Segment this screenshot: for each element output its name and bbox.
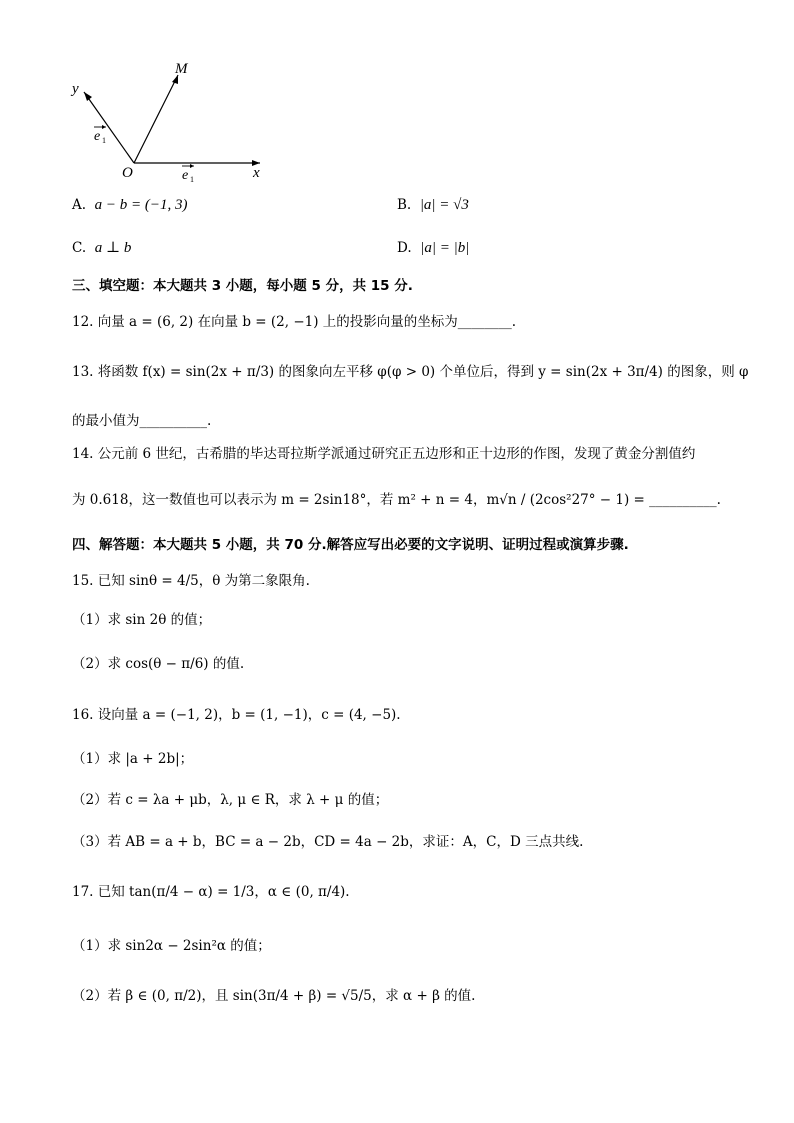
question-12: 12. 向量 a = (6, 2) 在向量 b = (2, −1) 上的投影向量的坐标为________. [72,314,517,330]
question-13-line-2: 的最小值为__________. [72,413,212,429]
question-17-part-1: （1）求 sin2α − 2sin²α 的值； [72,938,271,954]
unit-vector-e1-left [94,125,106,145]
section-3-heading: 三、填空题：本大题共 3 小题，每小题 5 分，共 15 分. [72,278,413,294]
section-4-heading: 四、解答题：本大题共 5 小题，共 70 分.解答应写出必要的文字说明、证明过程或演算步骤. [72,537,629,553]
question-15-stem: 15. 已知 sinθ = 4/5，θ 为第二象限角. [72,573,310,589]
question-16-stem: 16. 设向量 a = (−1, 2)，b = (1, −1)，c = (4, −5). [72,707,401,723]
axis-label-x: x [253,165,260,181]
svg-text:1: 1 [102,136,106,145]
origin-label-O: O [122,165,133,181]
choice-c: C. a ⊥ b [72,240,132,256]
question-17-stem: 17. 已知 tan(π/4 − α) = 1/3，α ∈ (0, π/4). [72,884,350,900]
vector-figure [60,55,280,185]
question-16-part-2: （2）若 c = λa + μb，λ, μ ∈ R，求 λ + μ 的值； [72,792,389,808]
svg-text:e: e [182,168,189,183]
axis-label-y: y [72,81,79,97]
question-15-part-1: （1）求 sin 2θ 的值； [72,612,212,628]
question-16-part-3: （3）若 AB = a + b，BC = a − 2b，CD = 4a − 2b，求证：A，C，D 三点共线. [72,834,584,850]
choice-d: D. |a| = |b| [397,240,470,256]
question-13-line-1: 13. 将函数 f(x) = sin(2x + π/3) 的图象向左平移 φ(φ > 0) 个单位后，得到 y = sin(2x + 3π/4) 的图象，则 φ [72,364,749,380]
choice-a: A. a − b = (−1, 3) [72,197,188,213]
svg-text:1: 1 [190,175,194,184]
question-17-part-2: （2）若 β ∈ (0, π/2)，且 sin(3π/4 + β) = √5/5，求 α + β 的值. [72,988,476,1004]
question-16-part-1: （1）求 |a + 2b|； [72,751,194,767]
question-14-line-1: 14. 公元前 6 世纪，古希腊的毕达哥拉斯学派通过研究正五边形和正十边形的作图，发现了黄金分割值约 [72,446,696,462]
svg-text:e: e [94,129,101,144]
unit-vector-e1-bottom [182,164,194,184]
question-15-part-2: （2）求 cos(θ − π/6) 的值. [72,656,245,672]
point-label-M: M [175,61,188,77]
question-14-line-2: 为 0.618，这一数值也可以表示为 m = 2sin18°，若 m² + n = 4，m√n / (2cos²27° − 1) = __________. [72,492,721,508]
choice-b: B. |a| = √3 [397,197,469,213]
